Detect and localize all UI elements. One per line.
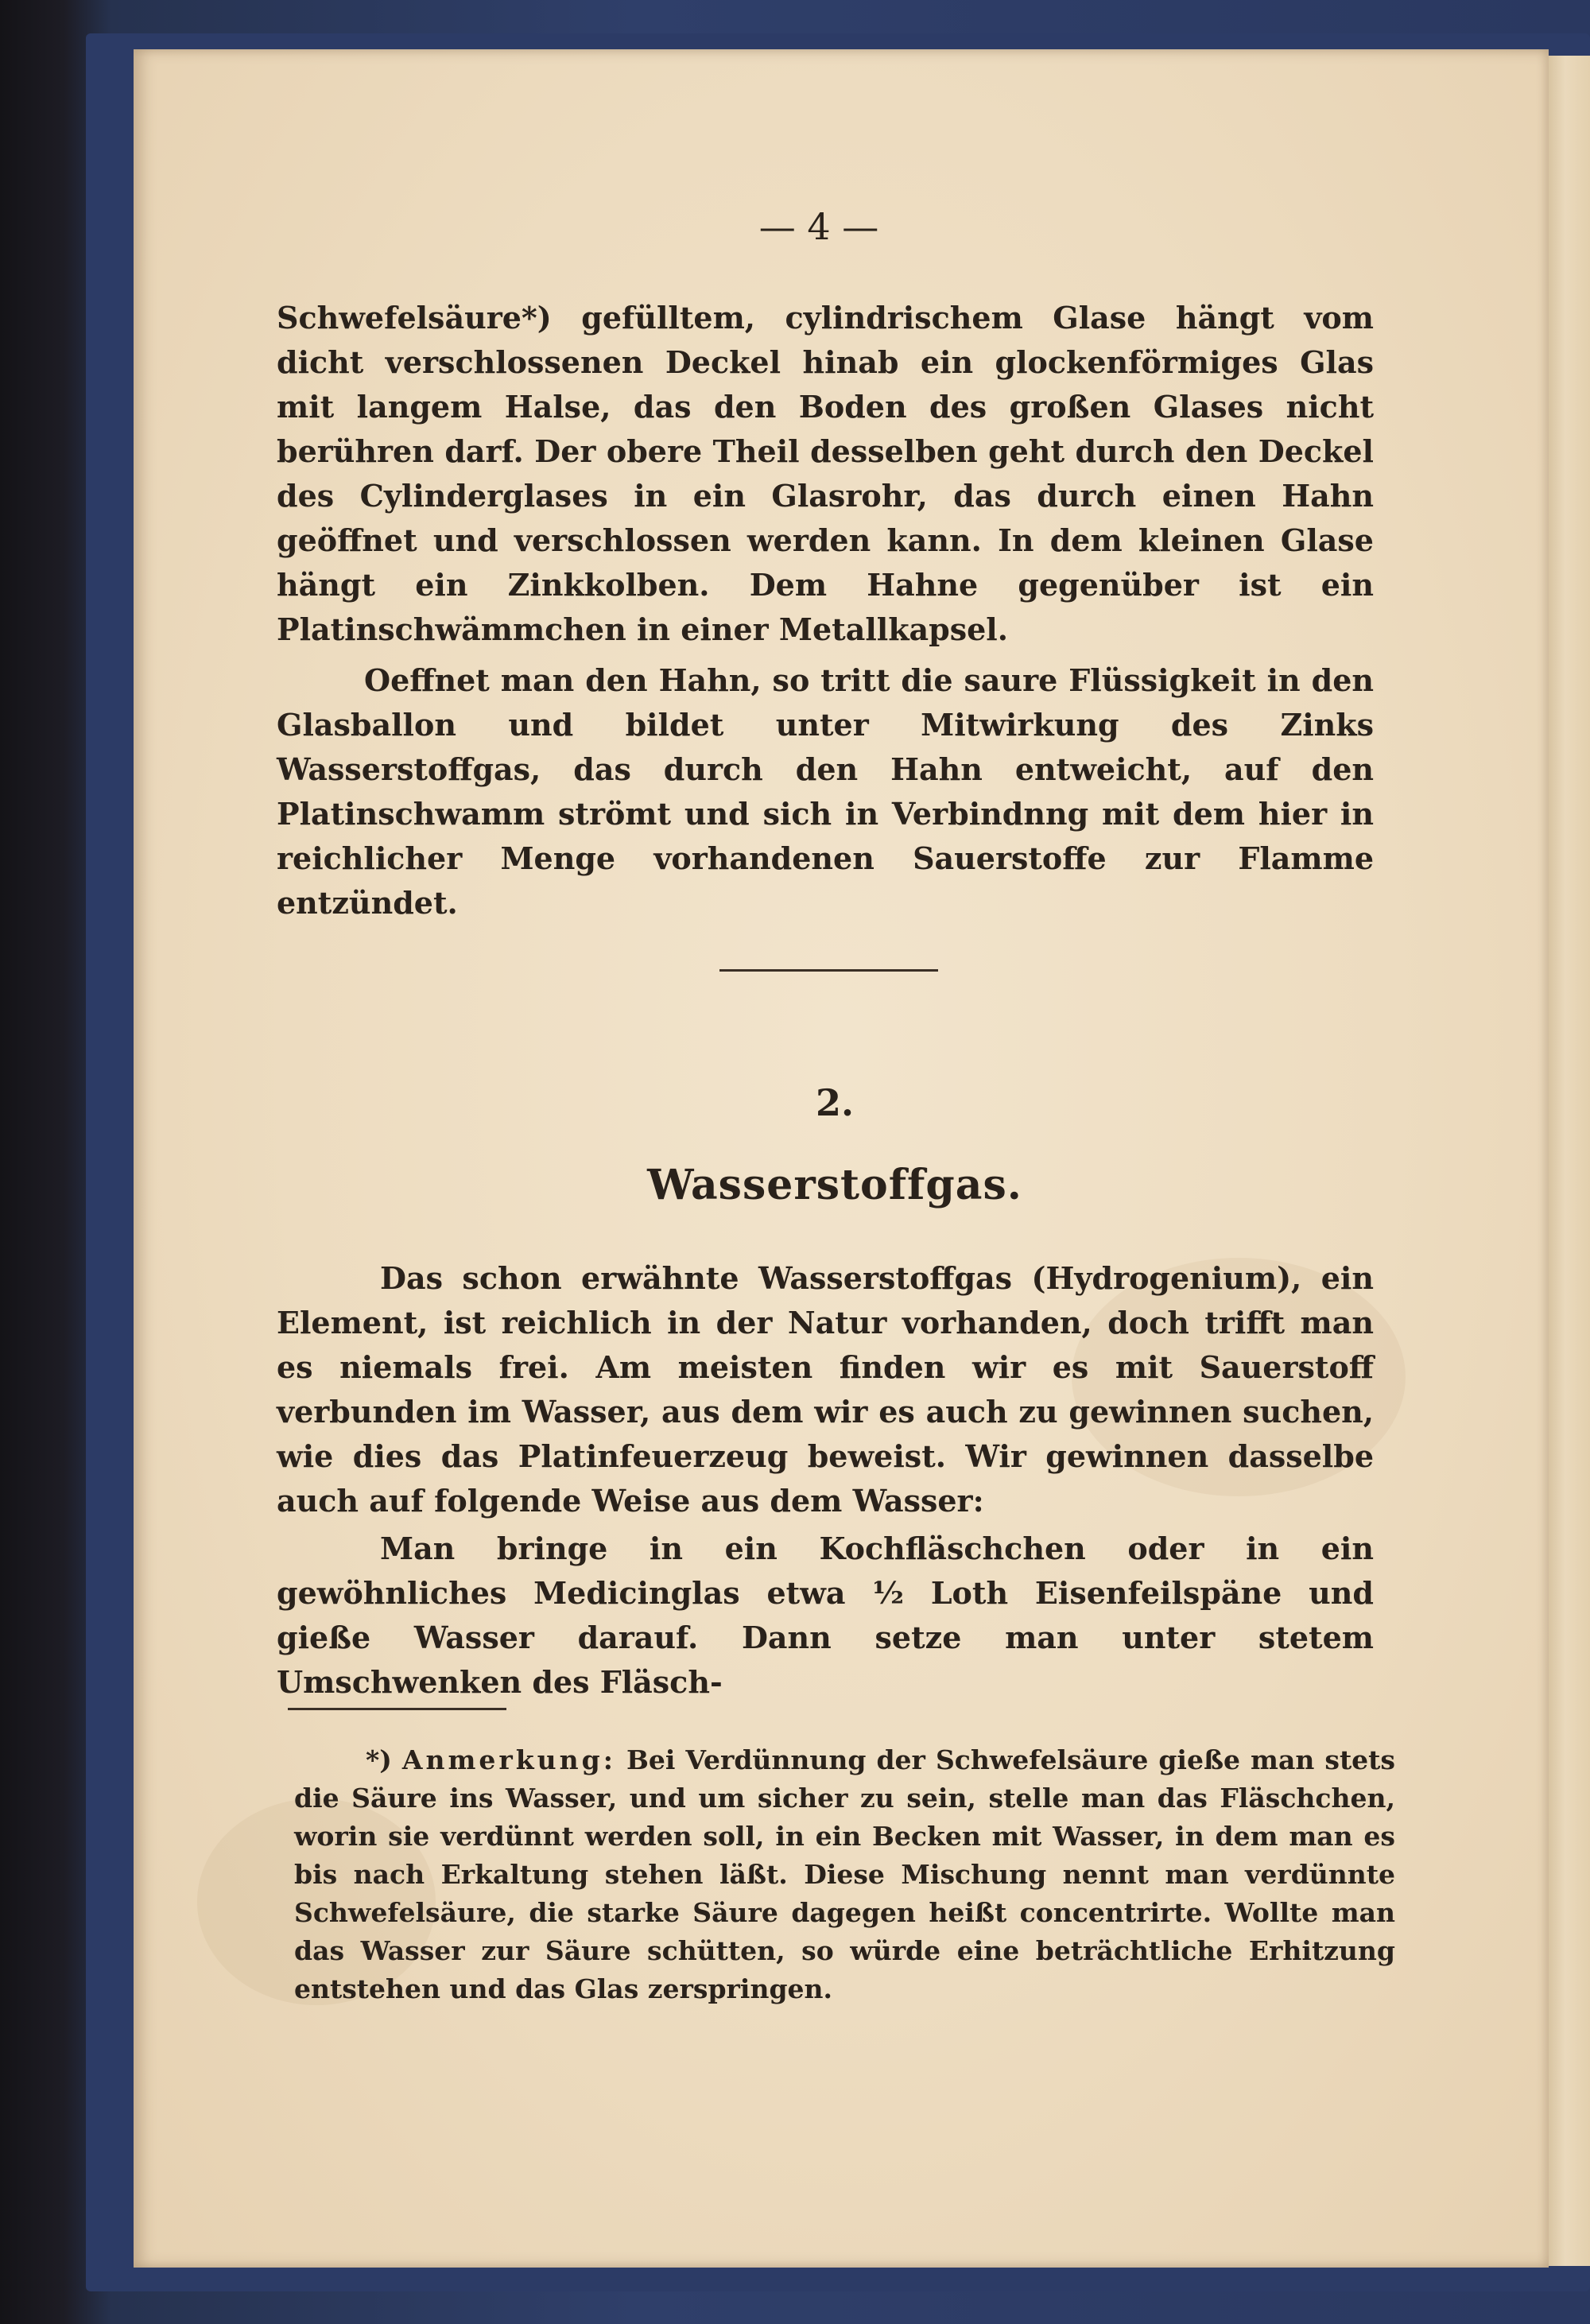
page-number: — 4 —	[758, 205, 879, 248]
paragraph: Schwefelsäure*) gefülltem, cylindrischem Glase hängt vom dicht verschlossenen Deckel hinab ein glockenförmiges Glas mit langem Halse, das den Boden des großen Glases nicht berühren darf. Der obere Theil desselben geht durch den Deckel des Cylinderglases in ein Glasrohr, das durch einen Hahn geöffnet und verschlossen werden kann. In dem kleinen Glase hängt ein Zinkkolben. Dem Hahne gegenüber ist ein Platinschwämmchen in einer Metallkapsel.	[277, 300, 1374, 647]
footnote	[294, 1741, 1395, 2008]
footnote-divider	[288, 1708, 506, 1710]
footnote-text: Bei Verdünnung der Schwefelsäure gieße man stets die Säure ins Wasser, und um sicher zu sein, stelle man das Fläschchen, worin sie verdünnt werden soll, in ein Becken mit Wasser, in dem man es bis nach Erkaltung stehen läßt. Diese Mischung nennt man verdünnte Schwefelsäure, die starke Säure dagegen heißt concentrirte. Wollte man das Wasser zur Säure schütten, so würde eine beträchtliche Erhitzung entstehen und das Glas zerspringen.	[294, 1744, 1395, 2004]
footnote-label: Anmerkung:	[401, 1744, 616, 1775]
paragraph: Oeffnet man den Hahn, so tritt die saure Flüssigkeit in den Glasballon und bildet unter Mitwirkung des Zinks Wasserstoffgas, das durch den Hahn entweicht, auf den Platinschwamm strömt und sich in Verbindnng mit dem hier in reichlicher Menge vorhandenen Sauerstoffe zur Flamme entzündet.	[277, 662, 1374, 921]
section-divider	[719, 969, 938, 972]
paragraph: Man bringe in ein Kochfläschchen oder in ein gewöhnliches Medicinglas etwa ½ Loth Eisenfeilspäne und gieße Wasser darauf. Dann setze man unter stetem Umschwenken des Fläsch-	[277, 1531, 1374, 1700]
section-number: 2.	[815, 1081, 855, 1124]
next-page-edge	[1549, 56, 1590, 2266]
section-title: Wasserstoffgas.	[647, 1161, 1022, 1209]
footnote-marker: *)	[366, 1744, 392, 1775]
paragraph: Das schon erwähnte Wasserstoffgas (Hydrogenium), ein Element, ist reichlich in der Natur vorhanden, doch trifft man es niemals frei. Am meisten finden wir es mit Sauerstoff verbunden im Wasser, aus dem wir es auch zu gewinnen suchen, wie dies das Platinfeuerzeug beweist. Wir gewinnen dasselbe auch auf folgende Weise aus dem Wasser:	[277, 1260, 1374, 1519]
